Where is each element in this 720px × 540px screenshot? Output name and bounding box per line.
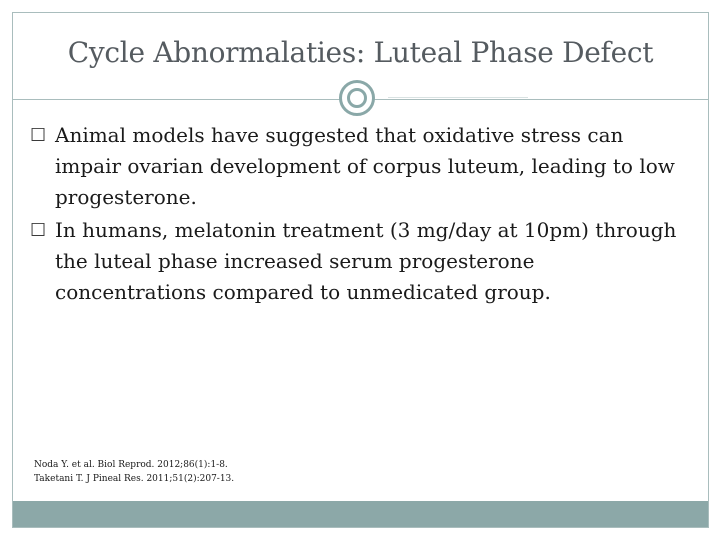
ring-inner-icon xyxy=(347,88,367,108)
bullet-list xyxy=(30,120,690,310)
references xyxy=(34,458,234,486)
bullet-text: Animal models have suggested that oxidative stress can impair ovarian development of corpus luteum, leading to low progesterone. xyxy=(55,123,675,209)
bullet-marker-icon: ☐ xyxy=(30,220,47,241)
slide-title: Cycle Abnormalaties: Luteal Phase Defect xyxy=(67,36,654,69)
bullet-marker-icon: ☐ xyxy=(30,125,47,146)
footer-band xyxy=(13,501,708,527)
reference-line: Taketani T. J Pineal Res. 2011;51(2):207-13. xyxy=(34,474,235,484)
ring-ornament-icon xyxy=(339,80,375,116)
bullet-text: In humans, melatonin treatment (3 mg/day at 10pm) through the luteal phase increased serum progesterone concentrations compared to unmedicated group. xyxy=(55,218,677,304)
title-divider-highlight xyxy=(388,97,528,98)
reference-line: Noda Y. et al. Biol Reprod. 2012;86(1):1-8. xyxy=(34,460,228,470)
bullet-item xyxy=(30,215,690,308)
bullet-item xyxy=(30,120,690,213)
